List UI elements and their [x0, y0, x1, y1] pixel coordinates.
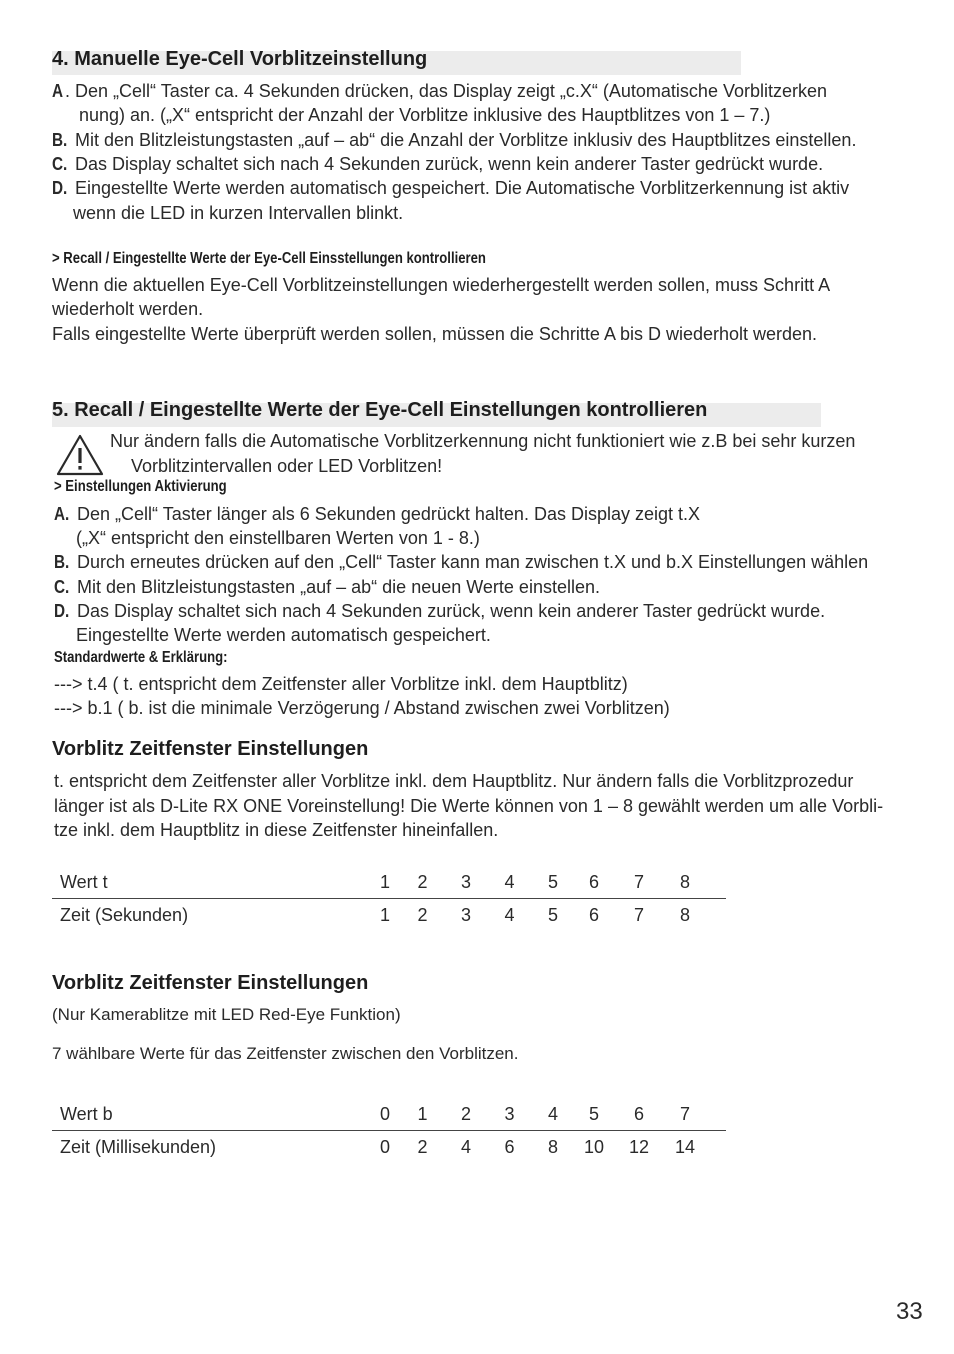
step-label: C. [54, 577, 70, 597]
table-cell: 5 [574, 1098, 614, 1131]
table-cell: 3 [487, 1098, 532, 1131]
table-cell: 2 [400, 866, 445, 899]
table-cell: 3 [460, 904, 471, 925]
step-label: A [52, 81, 64, 101]
table-cell: 3 [445, 866, 487, 899]
step-label: D. [54, 601, 70, 621]
table-row-label: Wert b [52, 1098, 370, 1131]
section5-step-d-line1: D. Das Display schaltet sich nach 4 Sekunden zurück, wenn kein anderer Taster gedrückt wurde. [54, 601, 826, 621]
table-cell: 2 [417, 904, 428, 925]
step-label: B. [52, 130, 68, 150]
table-cell: 5 [547, 904, 558, 925]
activation-heading: > Einstellungen Aktivierung [54, 478, 227, 495]
table-cell: 7 [614, 866, 664, 899]
table-cell: 1 [370, 866, 400, 899]
table-cell: 7 [633, 904, 644, 925]
recall-line-2: wiederholt werden. [52, 299, 204, 319]
window-t-text-1: t. entspricht dem Zeitfenster aller Vorblitze inkl. dem Hauptblitz. Nur ändern falls die Vorblitzprozedur [54, 771, 854, 791]
section5-step-b: B. Durch erneutes drücken auf den „Cell“ Taster kann man zwischen t.X und b.X Einstellungen wählen [54, 552, 869, 572]
table-cell: 2 [445, 1098, 487, 1131]
table-cell: 0 [379, 1136, 390, 1157]
recall-line-1: Wenn die aktuellen Eye-Cell Vorblitzeinstellungen wiederhergestellt werden sollen, muss Schritt A [52, 275, 831, 295]
window-t-table [52, 866, 726, 931]
section4-title: 4. Manuelle Eye-Cell Vorblitzeinstellung [52, 48, 428, 70]
section5-step-a-line2: („X“ entspricht den einstellbaren Werten von 1 - 8.) [76, 528, 480, 548]
window-t-text-2: länger ist als D-Lite RX ONE Voreinstellung! Die Werte können von 1 – 8 gewählt werden um alle Vorbli- [54, 796, 884, 816]
step-label: B. [54, 552, 70, 572]
window-b-title: Vorblitz Zeitfenster Einstellungen [52, 972, 369, 994]
table-cell: 8 [664, 866, 706, 899]
step-label: D. [52, 178, 68, 198]
window-t-text-3: tze inkl. dem Hauptblitz in diese Zeitfenster hineinfallen. [54, 820, 499, 840]
section4-step-a-line2: nung) an. („X“ entspricht der Anzahl der Vorblitze inklusive des Hauptblitzes von 1 – 7.) [79, 105, 771, 125]
recall-line-3: Falls eingestellte Werte überprüft werden sollen, müssen die Schritte A bis D wiederholt werden. [52, 324, 818, 344]
section5-step-c: C. Mit den Blitzleistungstasten „auf – ab“ die neuen Werte einstellen. [54, 577, 600, 597]
section4-step-a-line1: A . Den „Cell“ Taster ca. 4 Sekunden drücken, das Display zeigt „c.X“ (Automatische Vorblitzerken [52, 81, 828, 101]
page-number: 33 [896, 1298, 923, 1325]
window-b-note: (Nur Kamerablitze mit LED Red-Eye Funktion) [52, 1005, 401, 1024]
table-row [52, 1131, 726, 1164]
defaults-heading: Standardwerte & Erklärung: [54, 649, 228, 666]
table-cell: 1 [379, 904, 390, 925]
table-cell: 5 [532, 866, 574, 899]
warning-line-1: Nur ändern falls die Automatische Vorblitzerkennung nicht funktioniert wie z.B bei sehr kurzen [110, 431, 856, 451]
table-cell: 10 [583, 1136, 605, 1157]
table-cell: 6 [504, 1136, 515, 1157]
table-row [52, 1098, 726, 1131]
table-cell: 4 [532, 1098, 574, 1131]
table-cell: 8 [679, 904, 690, 925]
recall-heading: > Recall / Eingestellte Werte der Eye-Cell Einsstellungen kontrollieren [52, 250, 486, 267]
table-cell: 4 [504, 904, 515, 925]
window-b-text: 7 wählbare Werte für das Zeitfenster zwischen den Vorblitzen. [52, 1044, 519, 1063]
table-cell: 8 [547, 1136, 558, 1157]
table-row [52, 899, 726, 932]
section4-step-c: C. Das Display schaltet sich nach 4 Sekunden zurück, wenn kein anderer Taster gedrückt wurde. [52, 154, 824, 174]
table-cell: 6 [614, 1098, 664, 1131]
table-row [52, 866, 726, 899]
defaults-line-2: ---> b.1 ( b. ist die minimale Verzögerung / Abstand zwischen zwei Vorblitzen) [54, 698, 670, 718]
window-b-table [52, 1098, 726, 1163]
table-cell: 12 [628, 1136, 650, 1157]
window-t-title: Vorblitz Zeitfenster Einstellungen [52, 738, 369, 760]
table-row-label: Zeit (Sekunden) [60, 904, 189, 925]
table-row-label: Zeit (Millisekunden) [60, 1136, 217, 1157]
defaults-line-1: ---> t.4 ( t. entspricht dem Zeitfenster aller Vorblitze inkl. dem Hauptblitz) [54, 674, 628, 694]
table-cell: 7 [664, 1098, 706, 1131]
section5-step-d-line2: Eingestellte Werte werden automatisch gespeichert. [76, 625, 491, 645]
table-cell: 14 [674, 1136, 696, 1157]
table-cell: 4 [487, 866, 532, 899]
table-cell: 0 [370, 1098, 400, 1131]
section4-step-b: B. Mit den Blitzleistungstasten „auf – ab“ die Anzahl der Vorblitze inklusiv des Hauptblitzes einstellen. [52, 130, 857, 150]
step-label: C. [52, 154, 68, 174]
step-label: A. [54, 504, 70, 524]
table-row-label: Wert t [52, 866, 370, 899]
table-cell: 6 [574, 866, 614, 899]
table-cell: 1 [400, 1098, 445, 1131]
section4-step-d-line1: D. Eingestellte Werte werden automatisch gespeichert. Die Automatische Vorblitzerkennung ist aktiv [52, 178, 850, 198]
warning-line-2: Vorblitzintervallen oder LED Vorblitzen! [131, 456, 443, 476]
section4-step-d-line2: wenn die LED in kurzen Intervallen blinkt. [73, 203, 404, 223]
table-cell: 6 [588, 904, 599, 925]
warning-triangle-icon [56, 433, 104, 477]
table-cell: 4 [460, 1136, 471, 1157]
section5-step-a-line1: A. Den „Cell“ Taster länger als 6 Sekunden gedrückt halten. Das Display zeigt t.X [54, 504, 701, 524]
section5-title: 5. Recall / Eingestellte Werte der Eye-Cell Einstellungen kontrollieren [52, 399, 708, 421]
table-cell: 2 [417, 1136, 428, 1157]
